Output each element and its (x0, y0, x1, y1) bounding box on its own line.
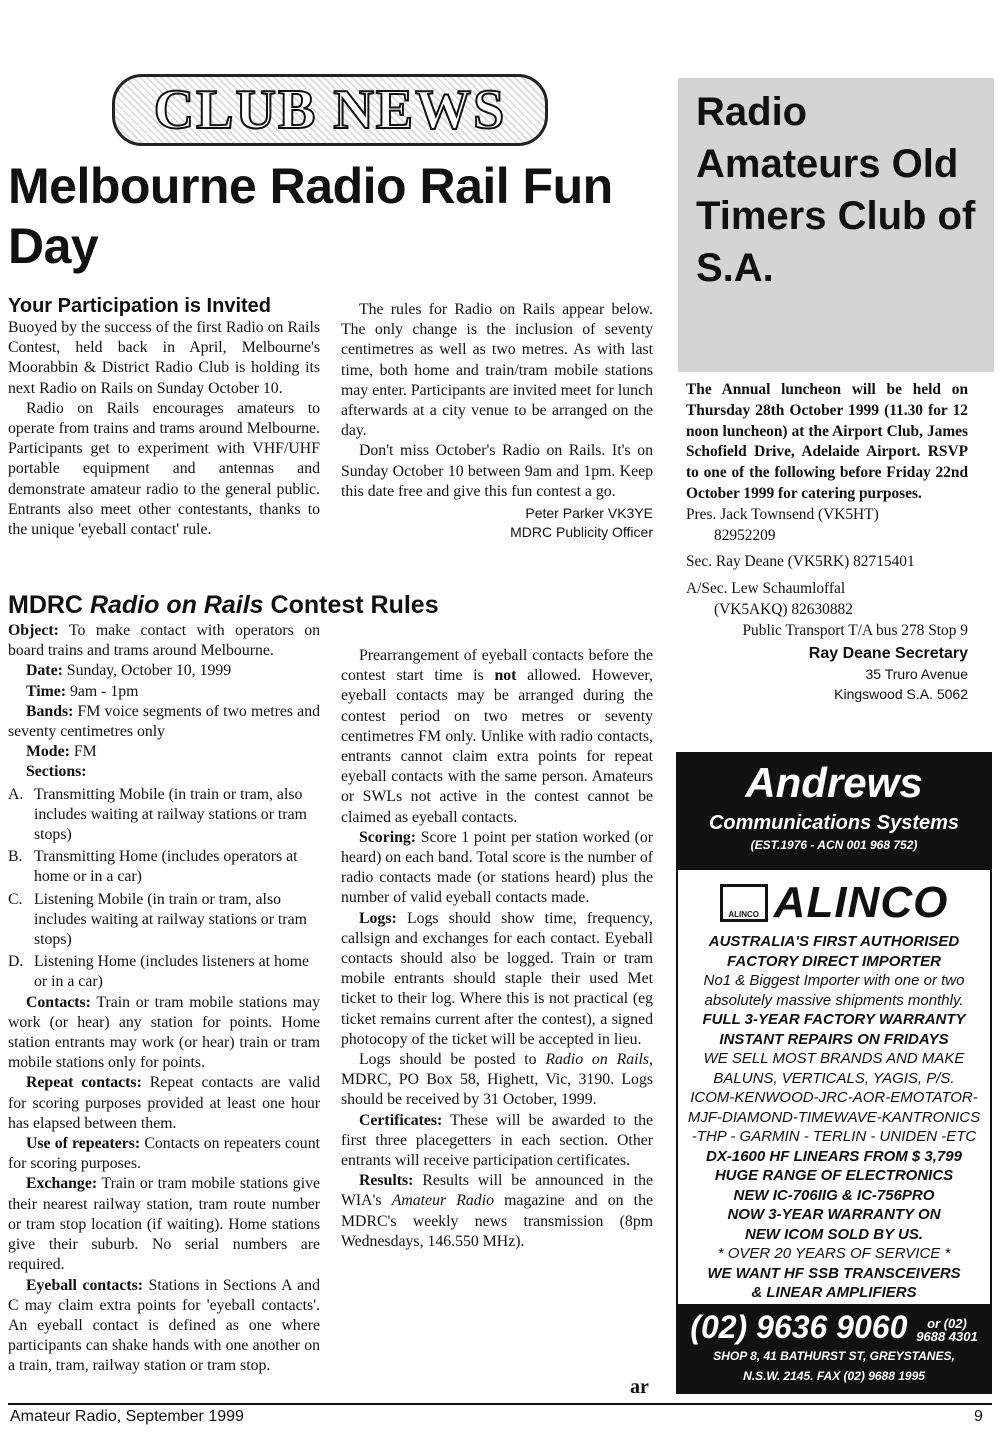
ad-established: (EST.1976 - ACN 001 968 752) (750, 838, 918, 852)
page-number: 9 (974, 1408, 983, 1425)
footer-rule (8, 1403, 992, 1405)
rule-logs-posted: Logs should be posted to Radio on Rails, MDRC, PO Box 58, Highett, Vic, 3190. Logs should be received by 31 October, 1999. (341, 1051, 653, 1109)
intro-paragraph-2: Radio on Rails encourages amateurs to operate from trains and trams around Melbourne. Participants get to experiment with VHF/UHF portable equipment and antennas and demonstrate amateur radio to the general public. Entrants also meet other contestants, thanks to the unique 'eyeball contact' rule. (8, 399, 320, 539)
ad-header (678, 754, 990, 870)
intro-right-column (341, 300, 653, 542)
rao-sec: Sec. Ray Deane (VK5RK) 82715401 (686, 553, 915, 571)
section-item: C. Listening Mobile (in train or tram, also includes waiting at railway stations or tram stops) (8, 890, 307, 949)
signature-name: Peter Parker VK3YE (525, 505, 653, 522)
ad-line: BALUNS, VERTICALS, YAGIS, P/S. (713, 1069, 955, 1087)
ad-line: FULL 3-YEAR FACTORY WARRANTY (702, 1011, 966, 1028)
rule-repeat: Repeat contacts: Repeat contacts are valid for scoring purposes provided at least one hour has elapsed between them. (8, 1074, 321, 1132)
rao-address-2: Kingswood S.A. 5062 (834, 686, 968, 703)
ad-line: ICOM-KENWOOD-JRC-AOR-EMOTATOR- (690, 1089, 978, 1106)
intro-paragraph-3: The rules for Radio on Rails appear below. The only change is the inclusion of seventy centimetres as well as two metres. As with last time, both home and train/tram mobile stations may enter. Participants are invited meet for lunch afterwards at a city venue to be arranged on the day. (341, 301, 653, 440)
rule-sections-label: Sections: (26, 763, 87, 781)
rule-logs: Logs: Logs should show time, frequency, callsign and exchanges for each contact. Eyeball contacts should also be logged. Train or tram mobile entrants should staple their used Met ticket to their log. Where this is not practical (eg ticket remains current after the contest), a signed photocopy of the ticket will be accepted in lieu. (341, 909, 653, 1048)
andrews-advertisement (676, 752, 992, 1394)
rao-address-1: 35 Truro Avenue (865, 666, 968, 683)
ad-line: DX-1600 HF LINEARS FROM $ 3,799 (706, 1147, 962, 1165)
ad-phone-alt: or (02) 9688 4301 (916, 1315, 978, 1344)
ad-line: -THP - GARMIN - TERLIN - UNIDEN -ETC (691, 1128, 977, 1145)
rao-signature: Ray Deane Secretary (808, 644, 968, 662)
ad-line: * OVER 20 YEARS OF SERVICE * (717, 1245, 951, 1262)
rules-title-post: Contest Rules (263, 591, 439, 619)
club-news-logo-text: CLUB NEWS (153, 79, 507, 141)
rule-eyeball: Eyeball contacts: Stations in Sections A and C may claim extra points for 'eyeball contacts'. An eyeball contact is defined as one where participants can shake hands with one another on a train, tram, railway station or tram stop. (8, 1276, 320, 1375)
rule-prearrangement: Prearrangement of eyeball contacts before the contest start time is not allowed. However, eyeball contacts may be arranged during the contest period on two metres or seventy centimetres FM only. Unlike with radio contacts, entrants cannot claim extra points for repeat eyeball contacts with the same person. Amateurs or SWLs not active in the contest cannot be claimed as eyeball contacts. (341, 647, 653, 826)
ad-line: INSTANT REPAIRS ON FRIDAYS (719, 1030, 949, 1048)
ad-line: NOW 3-YEAR WARRANTY ON (727, 1206, 941, 1223)
section-item: A. Transmitting Mobile (in train or tram, also includes waiting at railway stations or tram stops) (8, 785, 307, 844)
signature-title: MDRC Publicity Officer (510, 524, 653, 541)
end-mark: ar (630, 1376, 649, 1398)
rao-luncheon: The Annual luncheon will be held on Thursday 28th October 1999 (11.30 for 12 noon luncheon) at the Airport Club, James Schofield Drive, Adelaide Airport. RSVP to one of the following before Friday 22nd October 1999 for catering purposes. (686, 381, 968, 502)
rao-pres: Pres. Jack Townsend (VK5HT) (686, 505, 879, 523)
rao-pres-phone: 82952209 (714, 526, 776, 544)
rule-mode: Mode: FM (26, 743, 97, 761)
ad-line: WE SELL MOST BRANDS AND MAKE (703, 1050, 965, 1067)
intro-paragraph-1: Buoyed by the success of the first Radio on Rails Contest, held back in April, Melbourne's Moorabbin & District Radio Club is holding its next Radio on Rails on Sunday October 10. (8, 319, 320, 397)
section-item: D. Listening Home (includes listeners at home or in a car) (8, 953, 310, 991)
rule-certificates: Certificates: These will be awarded to the first three placegetters in each section. Other entrants will receive participation certificates. (341, 1111, 653, 1170)
rao-title: Radio Amateurs Old Timers Club of S.A. (696, 90, 976, 290)
ad-brand: Andrews (745, 759, 923, 806)
rao-asec-phone: (VK5AKQ) 82630882 (714, 600, 853, 618)
section-item: B. Transmitting Home (includes operators at home or in a car) (8, 848, 298, 886)
ad-line: absolutely massive shipments monthly. (704, 991, 964, 1009)
ad-line: AUSTRALIA'S FIRST AUTHORISED (708, 933, 960, 950)
rao-transport: Public Transport T/A bus 278 Stop 9 (742, 621, 968, 639)
rao-details (686, 380, 968, 704)
rule-time: Time: 9am - 1pm (26, 682, 139, 700)
rule-bands: Bands: FM voice segments of two metres and seventy centimetres only (8, 702, 320, 741)
alinco-brand (678, 878, 990, 928)
ad-address-1: SHOP 8, 41 BATHURST ST, GREYSTANES, (713, 1349, 955, 1363)
ad-line: No1 & Biggest Importer with one or two (703, 972, 965, 989)
ad-subtitle: Communications Systems (708, 812, 960, 834)
ad-line: FACTORY DIRECT IMPORTER (727, 952, 941, 970)
ad-line: WE WANT HF SSB TRANSCEIVERS (707, 1264, 961, 1282)
ad-lines (678, 932, 990, 1303)
rule-scoring: Scoring: Score 1 point per station worked (or heard) on each band. Total score is the number of radio contacts made (or stations heard) plus the number of valid eyeball contacts made. (341, 828, 653, 907)
rule-results: Results: Results will be announced in the WIA's Amateur Radio magazine and on the MDRC's weekly news transmission (8pm Wednesdays, 146.550 MHz). (341, 1172, 653, 1250)
rule-repeaters: Use of repeaters: Contacts on repeaters count for scoring purposes. (8, 1135, 320, 1173)
rules-title-italic: Radio on Rails (89, 591, 264, 619)
ad-line: NEW ICOM SOLD BY US. (744, 1225, 924, 1243)
footer-publication: Amateur Radio, September 1999 (10, 1408, 244, 1425)
ad-phone: (02) 9636 9060 or (02) 9688 4301 (690, 1309, 978, 1345)
rao-asec: A/Sec. Lew Schaumloffal (686, 580, 846, 598)
intro-paragraph-4: Don't miss October's Radio on Rails. It's on Sunday October 10 between 9am and 1pm. Keep this date free and give this fun contest a go. (341, 442, 653, 500)
rules-title-pre: MDRC (8, 591, 90, 619)
rule-contacts: Contacts: Train or tram mobile stations may work (or hear) any station for points. Home station entrants may work (or hear) train or tram mobile stations only for points. (8, 993, 320, 1072)
alinco-logo-icon: ALINCO (720, 884, 768, 922)
headline: Melbourne Radio Rail Fun Day (8, 158, 613, 274)
intro-heading: Your Participation is Invited (8, 295, 272, 317)
intro-left-column (8, 294, 320, 540)
ad-line: HUGE RANGE OF ELECTRONICS (714, 1167, 954, 1184)
rules-left-column (8, 621, 320, 1377)
rule-date: Date: Sunday, October 10, 1999 (26, 662, 232, 680)
rules-title (8, 591, 439, 620)
rule-exchange: Exchange: Train or tram mobile stations give their nearest railway station, tram route number or tram stop location (if waiting). Home stations give their suburb. No serial numbers are required. (8, 1175, 320, 1274)
alinco-name: ALINCO (773, 878, 949, 927)
ad-address-2: N.S.W. 2145. FAX (02) 9688 1995 (743, 1369, 925, 1383)
ad-footer (678, 1304, 990, 1392)
ad-line: MJF-DIAMOND-TIMEWAVE-KANTRONICS (687, 1108, 981, 1126)
rules-right-column (341, 646, 653, 1252)
rule-object: Object: To make contact with operators on board trains and trams around Melbourne. (8, 622, 320, 660)
rao-title-box (678, 78, 994, 372)
ad-line: NEW IC-706IIG & IC-756PRO (733, 1186, 935, 1204)
ad-line: & LINEAR AMPLIFIERS (751, 1284, 917, 1301)
club-news-logo (112, 74, 548, 146)
